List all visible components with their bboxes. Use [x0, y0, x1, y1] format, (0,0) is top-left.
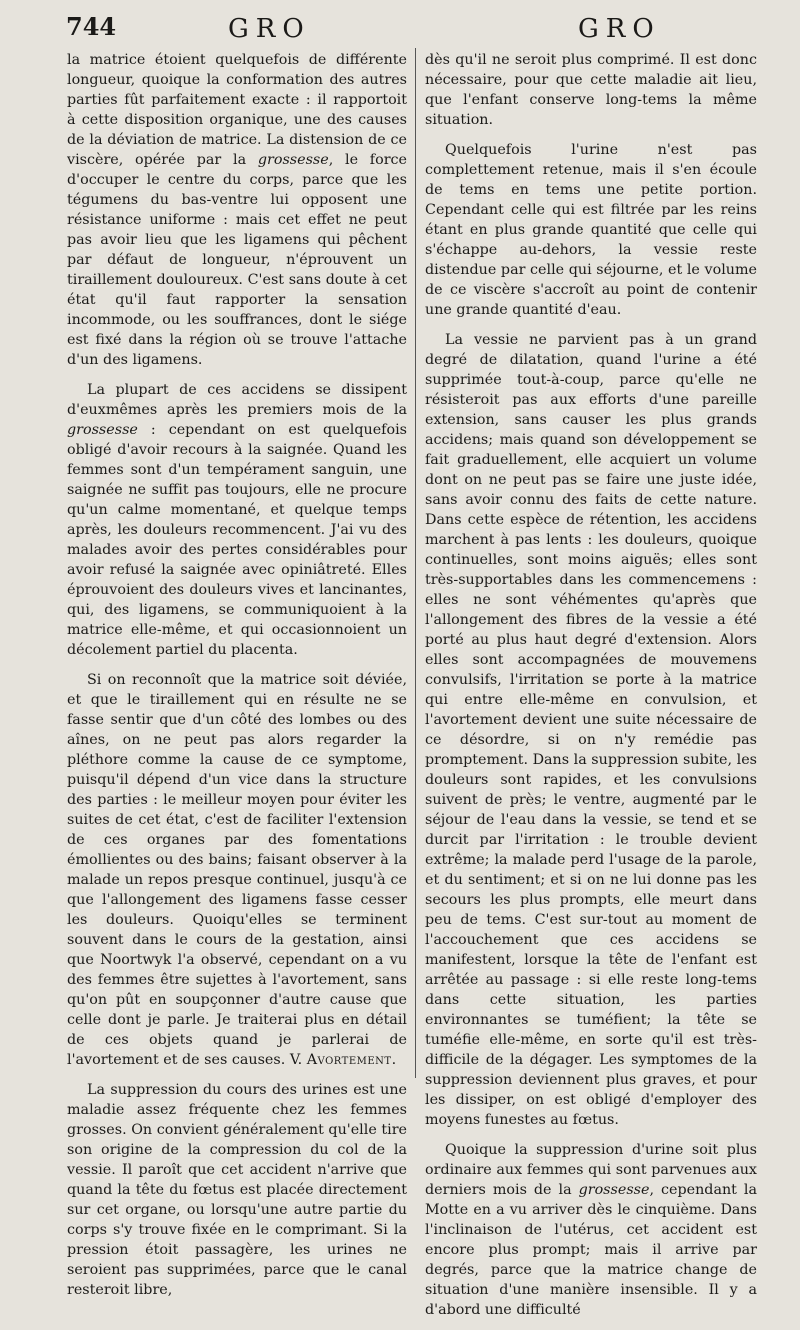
left-column: [67, 50, 407, 1310]
paragraph-text: La plupart de ces accidens se dissipent d'euxmêmes après les premiers mois de la: [67, 382, 407, 418]
paragraph-text: Quelquefois l'urine n'est pas complettement retenue, mais il s'en écoule de tems en tems une petite portion. Cependant celle qui est filtrée par les reins étant en plus grande quantité que celle qui s'échappe au-dehors, la vessie reste distendue par celle qui séjourne, et le volume de ce viscère s'accroît au point de contenir une grande quantité d'eau.: [425, 142, 757, 318]
cross-reference: Avortement.: [306, 1052, 397, 1068]
paragraph-text: Si on reconnoît que la matrice soit déviée, et que le tiraillement qui en résulte ne se fasse sentir que d'un côté des lombes ou des aînes, on ne peut pas alors regarder la pléthore comme la cause de ce symptome, puisqu'il dépend d'un vice dans la structure des parties : le meilleur moyen pour éviter les suites de cet état, c'est de faciliter l'extension de ces organes par des fomentations émollientes ou des bains; faisant observer à la malade un repos presque continuel, jusqu'à ce que l'allongement des ligamens fasse cesser les douleurs. Quoiqu'elles se terminent souvent dans le cours de la gestation, ainsi que Noortwyk l'a observé, cependant on a vu des femmes être sujettes à l'avortement, sans qu'on pût en soupçonner d'autre cause que celle dont je parle. Je traiterai plus en détail de ces objets quand je parlerai de l'avortement et de ses causes. V.: [67, 672, 407, 1068]
running-head-right: GRO: [578, 14, 661, 44]
italic-term: grossesse: [257, 152, 329, 168]
paragraph: [67, 670, 407, 1070]
paragraph-text: la matrice étoient quelquefois de différente longueur, quoique la conformation des autres parties fût parfaitement exacte : il rapportoit à cette disposition organique, une des causes de la déviation de matrice. La distension de ce viscère, opérée par la: [67, 52, 407, 168]
page-number: 744: [66, 12, 117, 41]
paragraph: [425, 330, 757, 1130]
italic-term: grossesse: [67, 422, 138, 438]
paragraph-text: La suppression du cours des urines est une maladie assez fréquente chez les femmes grosses. On convient généralement qu'elle tire son origine de la compression du col de la vessie. Il paroît que cet accident n'arrive que quand la tête du fœtus est placée directement sur cet organe, ou lorsqu'une autre partie du corps s'y trouve fixée en le comprimant. Si la pression étoit passagère, les urines ne seroient pas supprimées, parce que le canal resteroit libre,: [67, 1082, 407, 1298]
paragraph: [67, 380, 407, 660]
paragraph-text: : cependant on est quelquefois obligé d'avoir recours à la saignée. Quand les femmes sont d'un tempérament sanguin, une saignée ne suffit pas toujours, elle ne procure qu'un calme momentané, et quelque temps après, les douleurs recommencent. J'ai vu des malades avoir des pertes considérables pour avoir refusé la saignée avec opiniâtreté. Elles éprouvoient des douleurs vives et lancinantes, qui, des ligamens, se communiquoient à la matrice elle-même, et qui occasionnoient un décolement partiel du placenta.: [67, 422, 407, 658]
paragraph-text: , le force d'occuper le centre du corps, parce que les tégumens du bas-ventre lui opposent une résistance uniforme : mais cet effet ne peut pas avoir lieu que les ligamens qui pêchent par défaut de longueur, n'éprouvent un tiraillement douloureux. C'est sans doute à cet état qu'il faut rapporter la sensation incommode, ou les souffrances, dont le siége est fixé dans la région où se trouve l'attache d'un des ligamens.: [67, 152, 407, 368]
paragraph-text: La vessie ne parvient pas à un grand degré de dilatation, quand l'urine a été supprimée tout-à-coup, parce qu'elle ne résisteroit pas aux efforts d'une pareille extension, sans causer les plus grands accidens; mais quand son développement se fait graduellement, elle acquiert un volume dont on ne peut pas se faire une juste idée, sans avoir connu des faits de cette nature. Dans cette espèce de rétention, les accidens marchent à pas lents : les douleurs, quoique continuelles, sont moins aiguës; elles sont très-supportables dans les commencemens : elles ne sont véhémentes qu'après que l'allongement des fibres de la vessie a été porté au plus haut degré d'extension. Alors elles sont accompagnées de mouvemens convulsifs, l'irritation se porte à la matrice qui entre elle-même en convulsion, et l'avortement devient une suite nécessaire de ce désordre, si on n'y remédie pas promptement. Dans la suppression subite, les douleurs sont rapides, et les convulsions suivent de près; le ventre, augmenté par le séjour de l'eau dans la vessie, se tend et se durcit par l'irritation : le trouble devient extrême; la malade perd l'usage de la parole, et du sentiment; et si on ne lui donne pas les secours les plus prompts, elle meurt dans peu de tems. C'est sur-tout au moment de l'accouchement que ces accidens se manifestent, lorsque la tête de l'enfant est arrêtée au passage : si elle reste long-tems dans cette situation, les parties environnantes se tuméfient; la tête se tuméfie elle-même, en sorte qu'il est très-difficile de la dégager. Les symptomes de la suppression deviennent plus graves, et pour les dissiper, on est obligé d'employer des moyens funestes au fœtus.: [425, 332, 757, 1128]
paragraph-text: dès qu'il ne seroit plus comprimé. Il est donc nécessaire, pour que cette maladie ait lieu, que l'enfant conserve long-tems la même situation.: [425, 52, 757, 128]
right-column: [425, 50, 757, 1330]
paragraph: [425, 50, 757, 130]
paragraph-text: Quoique la suppression d'urine soit plus ordinaire aux femmes qui sont parvenues aux derniers mois de la: [425, 1142, 757, 1198]
italic-term: grossesse: [578, 1182, 650, 1198]
paragraph: [425, 140, 757, 320]
paragraph-text: , cependant la Motte en a vu arriver dès le cinquième. Dans l'inclinaison de l'utérus, cet accident est encore plus prompt; mais il arrive par degrés, parce que la matrice change de situation d'une manière insensible. Il y a d'abord une difficulté: [425, 1182, 757, 1318]
column-divider: [415, 48, 416, 1078]
paragraph: [425, 1140, 757, 1320]
running-head-left: GRO: [228, 14, 311, 44]
paragraph: [67, 1080, 407, 1300]
paragraph: [67, 50, 407, 370]
